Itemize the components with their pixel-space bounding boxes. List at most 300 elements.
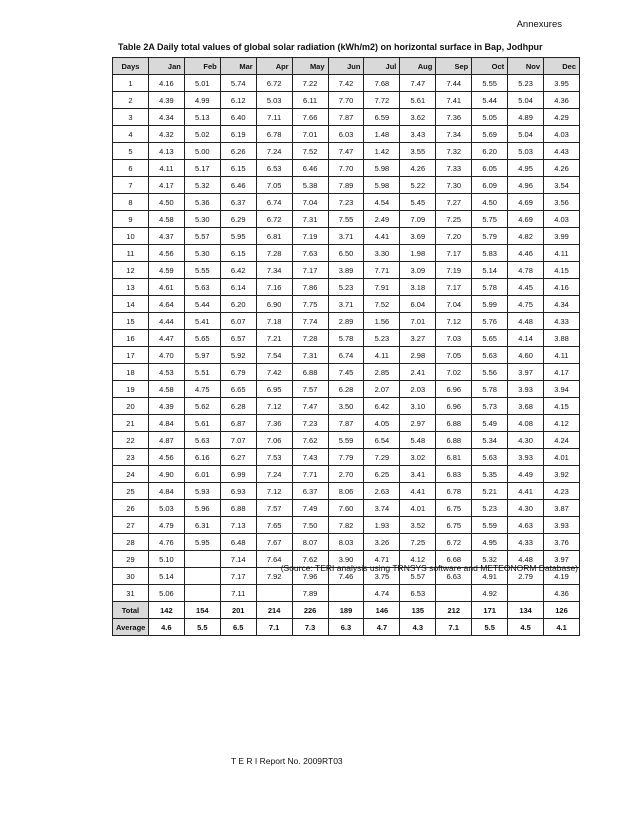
table-cell: [328, 585, 364, 602]
table-row: [113, 75, 580, 92]
table-cell: 6.59: [364, 109, 400, 126]
column-header: Dec: [544, 58, 580, 75]
table-cell: 7.24: [256, 466, 292, 483]
table-cell: 7.62: [292, 551, 328, 568]
table-cell: 4.76: [148, 534, 184, 551]
table-cell: 6.09: [472, 177, 508, 194]
table-cell: [184, 585, 220, 602]
table-cell: 4.63: [508, 517, 544, 534]
table-row: [113, 585, 580, 602]
table-cell: 2.07: [364, 381, 400, 398]
table-cell: 7.05: [436, 347, 472, 364]
table-cell: 5.95: [184, 534, 220, 551]
table-cell: 4.15: [544, 262, 580, 279]
table-cell: 4.11: [364, 347, 400, 364]
table-cell: 3.93: [508, 449, 544, 466]
table-cell: 146: [364, 602, 400, 619]
table-cell: 2.03: [400, 381, 436, 398]
table-cell: 1.93: [364, 517, 400, 534]
table-cell: 5.35: [472, 466, 508, 483]
table-cell: 23: [113, 449, 149, 466]
table-cell: 3.68: [508, 398, 544, 415]
table-cell: 5.96: [184, 500, 220, 517]
table-cell: 4.54: [364, 194, 400, 211]
table-cell: 5.73: [472, 398, 508, 415]
table-cell: 7.1: [256, 619, 292, 636]
table-cell: 7.12: [436, 313, 472, 330]
table-cell: 7.09: [400, 211, 436, 228]
table-row: [113, 228, 580, 245]
table-cell: 4.29: [544, 109, 580, 126]
table-cell: 4.48: [508, 313, 544, 330]
table-cell: 5.63: [472, 449, 508, 466]
table-cell: 4.49: [508, 466, 544, 483]
table-cell: 6.27: [220, 449, 256, 466]
table-cell: 7.19: [436, 262, 472, 279]
table-cell: 6.29: [220, 211, 256, 228]
table-cell: 4.96: [508, 177, 544, 194]
table-cell: 7.41: [436, 92, 472, 109]
table-cell: 6.5: [220, 619, 256, 636]
table-cell: 3.09: [400, 262, 436, 279]
table-cell: [184, 568, 220, 585]
table-cell: 171: [472, 602, 508, 619]
table-cell: 3.94: [544, 381, 580, 398]
table-cell: 142: [148, 602, 184, 619]
column-header: Apr: [256, 58, 292, 75]
table-cell: 6.96: [436, 381, 472, 398]
table-cell: 7.86: [292, 279, 328, 296]
table-cell: 226: [292, 602, 328, 619]
table-cell: Average: [113, 619, 149, 636]
column-header: Mar: [220, 58, 256, 75]
table-cell: 3.75: [364, 568, 400, 585]
table-cell: 5.55: [184, 262, 220, 279]
table-cell: 7.63: [292, 245, 328, 262]
table-cell: 6.42: [364, 398, 400, 415]
table-cell: 3.97: [508, 364, 544, 381]
table-cell: 3.30: [364, 245, 400, 262]
table-cell: 7.47: [400, 75, 436, 92]
table-cell: 4.23: [544, 483, 580, 500]
table-cell: 4.91: [472, 568, 508, 585]
solar-radiation-table: [112, 57, 580, 636]
table-cell: 4.11: [148, 160, 184, 177]
table-cell: 6.93: [220, 483, 256, 500]
table-cell: 4.03: [544, 126, 580, 143]
table-cell: 4.30: [508, 432, 544, 449]
table-cell: 2.63: [364, 483, 400, 500]
table-cell: 4.43: [544, 143, 580, 160]
table-cell: 6.46: [292, 160, 328, 177]
table-cell: 6.07: [220, 313, 256, 330]
table-cell: 6.65: [220, 381, 256, 398]
table-cell: 4.3: [400, 619, 436, 636]
table-cell: 7.42: [328, 75, 364, 92]
table-cell: 5.61: [400, 92, 436, 109]
table-cell: 7.43: [292, 449, 328, 466]
table-cell: 5.32: [184, 177, 220, 194]
table-cell: 17: [113, 347, 149, 364]
table-cell: 3.56: [544, 194, 580, 211]
table-cell: 5.78: [472, 279, 508, 296]
table-cell: 7.31: [292, 211, 328, 228]
table-cell: 12: [113, 262, 149, 279]
table-cell: 5.69: [472, 126, 508, 143]
table-cell: 5.78: [328, 330, 364, 347]
table-cell: 6.74: [328, 347, 364, 364]
table-cell: 7.05: [256, 177, 292, 194]
table-row: [113, 466, 580, 483]
table-cell: 6.48: [220, 534, 256, 551]
table-cell: 7.04: [436, 296, 472, 313]
table-cell: [184, 551, 220, 568]
table-cell: 7.70: [328, 92, 364, 109]
table-cell: 6.81: [436, 449, 472, 466]
table-cell: 4.30: [508, 500, 544, 517]
table-cell: 6.53: [256, 160, 292, 177]
table-cell: 6.75: [436, 517, 472, 534]
column-header: Jan: [148, 58, 184, 75]
table-cell: 5.03: [148, 500, 184, 517]
table-cell: 6.72: [256, 211, 292, 228]
table-cell: 3.71: [328, 228, 364, 245]
table-cell: 2.89: [328, 313, 364, 330]
table-row: [113, 245, 580, 262]
table-cell: 5.04: [508, 126, 544, 143]
table-cell: 3.41: [400, 466, 436, 483]
table-cell: 6.53: [400, 585, 436, 602]
table-cell: 7.44: [436, 75, 472, 92]
table-cell: 4.71: [364, 551, 400, 568]
table-cell: 7.71: [364, 262, 400, 279]
table-cell: 4.39: [148, 398, 184, 415]
table-cell: 7.57: [292, 381, 328, 398]
table-row: [113, 177, 580, 194]
table-cell: 7.19: [292, 228, 328, 245]
table-cell: 5.79: [472, 228, 508, 245]
table-cell: 5.30: [184, 245, 220, 262]
table-cell: 4.74: [364, 585, 400, 602]
table-cell: 4.05: [364, 415, 400, 432]
column-header: Jul: [364, 58, 400, 75]
table-cell: 5.21: [472, 483, 508, 500]
table-cell: 16: [113, 330, 149, 347]
table-cell: 6: [113, 160, 149, 177]
table-cell: 4.34: [148, 109, 184, 126]
table-row: [113, 194, 580, 211]
table-row: [113, 296, 580, 313]
table-cell: 5.48: [400, 432, 436, 449]
table-cell: 4.60: [508, 347, 544, 364]
table-cell: 214: [256, 602, 292, 619]
table-cell: 7.01: [292, 126, 328, 143]
table-cell: 5.17: [184, 160, 220, 177]
table-cell: 6.3: [328, 619, 364, 636]
table-cell: 3.10: [400, 398, 436, 415]
table-cell: [508, 585, 544, 602]
table-cell: 1.56: [364, 313, 400, 330]
table-cell: 7.87: [328, 415, 364, 432]
table-cell: 7.24: [256, 143, 292, 160]
table-cell: 4.70: [148, 347, 184, 364]
table-cell: 5.32: [472, 551, 508, 568]
table-cell: 7.22: [292, 75, 328, 92]
table-cell: 7.34: [436, 126, 472, 143]
page-footer: T E R I Report No. 2009RT03: [231, 756, 343, 766]
table-cell: 7.66: [292, 109, 328, 126]
table-cell: 4.44: [148, 313, 184, 330]
table-row: [113, 279, 580, 296]
table-cell: 7.17: [436, 279, 472, 296]
table-cell: 26: [113, 500, 149, 517]
table-cell: 7.47: [292, 398, 328, 415]
table-cell: 201: [220, 602, 256, 619]
summary-row: [113, 619, 580, 636]
table-cell: 4.50: [148, 194, 184, 211]
table-row: [113, 92, 580, 109]
table-cell: 7.25: [400, 534, 436, 551]
table-cell: 5.23: [364, 330, 400, 347]
table-cell: 6.68: [436, 551, 472, 568]
table-cell: 6.99: [220, 466, 256, 483]
table-cell: 7.04: [292, 194, 328, 211]
table-cell: 7.20: [436, 228, 472, 245]
table-cell: 3.95: [544, 75, 580, 92]
table-cell: 4.36: [544, 585, 580, 602]
table-cell: 4.84: [148, 415, 184, 432]
table-cell: 135: [400, 602, 436, 619]
table-row: [113, 330, 580, 347]
table-cell: 4.95: [472, 534, 508, 551]
table-cell: 7.75: [292, 296, 328, 313]
table-cell: 4.48: [508, 551, 544, 568]
table-cell: 7.11: [220, 585, 256, 602]
table-cell: 5.59: [472, 517, 508, 534]
table-body: [113, 75, 580, 636]
table-cell: 3.76: [544, 534, 580, 551]
table-cell: 7.42: [256, 364, 292, 381]
table-cell: 1.48: [364, 126, 400, 143]
table-cell: 7.30: [436, 177, 472, 194]
table-cell: 7.53: [256, 449, 292, 466]
table-cell: 7.52: [364, 296, 400, 313]
table-cell: 3.97: [544, 551, 580, 568]
table-cell: 4.89: [508, 109, 544, 126]
column-header: Feb: [184, 58, 220, 75]
table-cell: 4.46: [508, 245, 544, 262]
table-header-row: [113, 58, 580, 75]
table-row: [113, 143, 580, 160]
table-cell: 7.32: [436, 143, 472, 160]
table-cell: 3.92: [544, 466, 580, 483]
table-cell: 4.59: [148, 262, 184, 279]
table-cell: 5.5: [472, 619, 508, 636]
table-cell: 7.92: [256, 568, 292, 585]
table-cell: 3.55: [400, 143, 436, 160]
table-cell: 6.72: [436, 534, 472, 551]
table-cell: 4.69: [508, 194, 544, 211]
table-cell: 5.78: [472, 381, 508, 398]
table-cell: 3.54: [544, 177, 580, 194]
table-cell: 9: [113, 211, 149, 228]
table-cell: 4.11: [544, 347, 580, 364]
table-cell: 7.47: [328, 143, 364, 160]
table-cell: 2.41: [400, 364, 436, 381]
table-row: [113, 500, 580, 517]
table-cell: 6.15: [220, 245, 256, 262]
table-cell: 7.12: [256, 398, 292, 415]
table-cell: 7.60: [328, 500, 364, 517]
table-cell: 8.06: [328, 483, 364, 500]
table-cell: 6.25: [364, 466, 400, 483]
table-cell: 5.65: [472, 330, 508, 347]
table-cell: 19: [113, 381, 149, 398]
table-cell: 2.49: [364, 211, 400, 228]
table-cell: 5.44: [472, 92, 508, 109]
table-cell: 3.02: [400, 449, 436, 466]
table-cell: 5.14: [472, 262, 508, 279]
table-cell: 7.67: [256, 534, 292, 551]
table-cell: 4.17: [148, 177, 184, 194]
table-cell: 4.16: [544, 279, 580, 296]
table-cell: 5.98: [364, 160, 400, 177]
table-cell: 7.36: [256, 415, 292, 432]
table-cell: 4.33: [508, 534, 544, 551]
summary-row: [113, 602, 580, 619]
table-cell: 6.54: [364, 432, 400, 449]
table-cell: 3.93: [544, 517, 580, 534]
table-cell: 5.95: [220, 228, 256, 245]
table-cell: 4.14: [508, 330, 544, 347]
table-cell: 189: [328, 602, 364, 619]
table-cell: 6.04: [400, 296, 436, 313]
table-cell: 27: [113, 517, 149, 534]
table-cell: 6.78: [256, 126, 292, 143]
table-cell: 5.63: [184, 432, 220, 449]
table-row: [113, 109, 580, 126]
table-cell: 5.34: [472, 432, 508, 449]
table-cell: 6.88: [436, 432, 472, 449]
table-cell: 4.26: [400, 160, 436, 177]
table-cell: 7.21: [256, 330, 292, 347]
table-cell: 4.92: [472, 585, 508, 602]
table-cell: 6.05: [472, 160, 508, 177]
table-cell: 3.71: [328, 296, 364, 313]
table-cell: 7.33: [436, 160, 472, 177]
table-cell: 4.03: [544, 211, 580, 228]
table-cell: 5.01: [184, 75, 220, 92]
table-cell: 4.90: [148, 466, 184, 483]
table-cell: 4.50: [472, 194, 508, 211]
table-cell: [256, 585, 292, 602]
table-cell: 13: [113, 279, 149, 296]
table-cell: 4.75: [184, 381, 220, 398]
table-cell: 7.74: [292, 313, 328, 330]
table-cell: 5.23: [508, 75, 544, 92]
table-row: [113, 517, 580, 534]
table-cell: 7.27: [436, 194, 472, 211]
table-cell: 4.7: [364, 619, 400, 636]
table-cell: 10: [113, 228, 149, 245]
table-cell: 4.13: [148, 143, 184, 160]
table-cell: 4.58: [148, 211, 184, 228]
table-cell: 7.17: [292, 262, 328, 279]
table-cell: 7.64: [256, 551, 292, 568]
table-cell: 6.74: [256, 194, 292, 211]
table-cell: 4.82: [508, 228, 544, 245]
table-cell: 5.10: [148, 551, 184, 568]
table-cell: 5.75: [472, 211, 508, 228]
table-cell: 1.98: [400, 245, 436, 262]
table-cell: 4.95: [508, 160, 544, 177]
table-cell: 5.06: [148, 585, 184, 602]
table-cell: 7.28: [256, 245, 292, 262]
table-cell: 6.96: [436, 398, 472, 415]
table-cell: 4.39: [148, 92, 184, 109]
column-header: Sep: [436, 58, 472, 75]
table-cell: 4.41: [508, 483, 544, 500]
table-row: [113, 262, 580, 279]
table-cell: 212: [436, 602, 472, 619]
table-cell: 4.78: [508, 262, 544, 279]
table-cell: 20: [113, 398, 149, 415]
table-cell: 6.03: [328, 126, 364, 143]
table-cell: 7.23: [328, 194, 364, 211]
table-cell: 2.85: [364, 364, 400, 381]
table-row: [113, 432, 580, 449]
table-cell: 4.87: [148, 432, 184, 449]
table-cell: 7.31: [292, 347, 328, 364]
table-cell: 5.93: [184, 483, 220, 500]
table-cell: 3.69: [400, 228, 436, 245]
table-cell: 3.89: [328, 262, 364, 279]
table-cell: 4.84: [148, 483, 184, 500]
table-cell: 4.64: [148, 296, 184, 313]
table-cell: 4.6: [148, 619, 184, 636]
table-cell: 7.16: [256, 279, 292, 296]
table-cell: 5.59: [328, 432, 364, 449]
table-cell: 7.11: [256, 109, 292, 126]
table-cell: 7.17: [436, 245, 472, 262]
table-cell: 18: [113, 364, 149, 381]
table-cell: 4.99: [184, 92, 220, 109]
table-cell: 6.87: [220, 415, 256, 432]
table-cell: 6.88: [436, 415, 472, 432]
table-cell: 6.63: [436, 568, 472, 585]
table-cell: 7.65: [256, 517, 292, 534]
table-cell: 3.62: [400, 109, 436, 126]
table-row: [113, 534, 580, 551]
table-cell: 4.45: [508, 279, 544, 296]
table-cell: 2.97: [400, 415, 436, 432]
table-cell: 21: [113, 415, 149, 432]
table-cell: 7.12: [256, 483, 292, 500]
table-cell: 6.81: [256, 228, 292, 245]
table-cell: 3.93: [508, 381, 544, 398]
table-cell: 7.02: [436, 364, 472, 381]
table-cell: 4.17: [544, 364, 580, 381]
table-cell: 14: [113, 296, 149, 313]
table-cell: 6.28: [328, 381, 364, 398]
table-cell: 6.75: [436, 500, 472, 517]
table-cell: 5.38: [292, 177, 328, 194]
table-cell: 4.24: [544, 432, 580, 449]
table-cell: 5.05: [472, 109, 508, 126]
table-cell: 7.3: [292, 619, 328, 636]
table-cell: 5.62: [184, 398, 220, 415]
table-cell: 4.69: [508, 211, 544, 228]
